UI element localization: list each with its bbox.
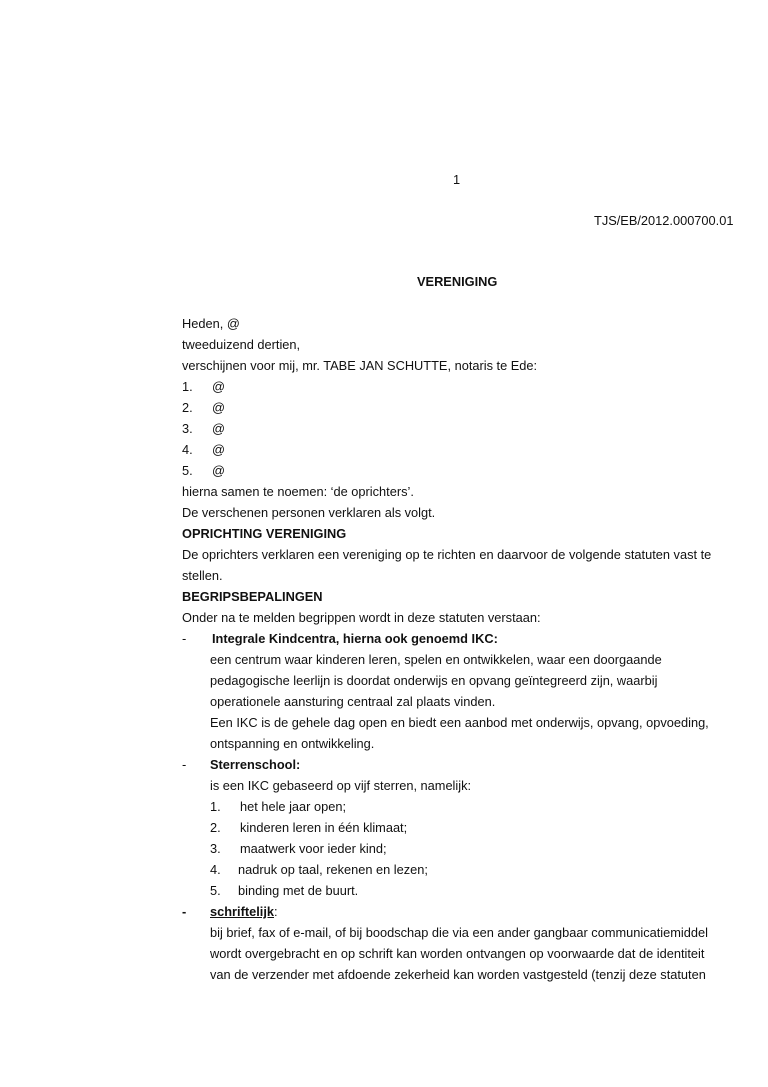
- star-item: [210, 883, 358, 899]
- definition-line: Een IKC is de gehele dag open en biedt een aanbod met onderwijs, opvang, opvoeding,: [210, 715, 709, 730]
- body-line: Onder na te melden begrippen wordt in deze statuten verstaan:: [182, 610, 541, 625]
- definition-line: is een IKC gebaseerd op vijf sterren, namelijk:: [210, 778, 472, 793]
- person-item: [182, 421, 225, 437]
- intro-line: tweeduizend dertien,: [182, 337, 301, 352]
- person-item: [182, 442, 225, 458]
- definition-term: Sterrenschool:: [210, 757, 301, 772]
- definition-dash: -: [182, 757, 187, 772]
- definition-colon: :: [274, 904, 278, 919]
- definition-term: Integrale Kindcentra, hierna ook genoemd IKC:: [212, 631, 498, 646]
- person-value: @: [212, 442, 225, 457]
- star-number: 4.: [210, 862, 221, 877]
- star-number: 2.: [210, 820, 221, 835]
- document-title: VERENIGING: [417, 274, 498, 289]
- definition-line: ontspanning en ontwikkeling.: [210, 736, 375, 751]
- definition-term: schriftelijk: [210, 904, 275, 919]
- body-line: De oprichters verklaren een vereniging op te richten en daarvoor de volgende statuten vast te: [182, 547, 712, 562]
- star-text: nadruk op taal, rekenen en lezen;: [238, 862, 428, 877]
- section-heading: BEGRIPSBEPALINGEN: [182, 589, 323, 604]
- page-number: 1: [453, 172, 461, 187]
- person-item: [182, 463, 225, 479]
- star-item: [210, 799, 346, 815]
- intro-line: verschijnen voor mij, mr. TABE JAN SCHUTTE, notaris te Ede:: [182, 358, 538, 373]
- definition-dash: -: [182, 904, 187, 919]
- person-value: @: [212, 421, 225, 436]
- definition-line: pedagogische leerlijn is doordat onderwijs en opvang geïntegreerd zijn, waarbij: [210, 673, 658, 688]
- person-value: @: [212, 463, 225, 478]
- person-item: [182, 400, 225, 416]
- star-item: [210, 820, 407, 836]
- body-line: hierna samen te noemen: ‘de oprichters’.: [182, 484, 414, 499]
- body-line: stellen.: [182, 568, 223, 583]
- star-number: 1.: [210, 799, 221, 814]
- star-number: 3.: [210, 841, 221, 856]
- star-text: het hele jaar open;: [240, 799, 347, 814]
- person-number: 1.: [182, 379, 193, 394]
- person-number: 2.: [182, 400, 193, 415]
- star-number: 5.: [210, 883, 221, 898]
- section-heading: OPRICHTING VERENIGING: [182, 526, 347, 541]
- definition-line: bij brief, fax of e-mail, of bij boodschap die via een ander gangbaar communicatiemiddel: [210, 925, 708, 940]
- definition-line: wordt overgebracht en op schrift kan worden ontvangen op voorwaarde dat de identiteit: [210, 946, 705, 961]
- star-text: binding met de buurt.: [238, 883, 359, 898]
- definition-line: operationele aansturing centraal zal plaats vinden.: [210, 694, 496, 709]
- body-line: De verschenen personen verklaren als volgt.: [182, 505, 436, 520]
- star-text: kinderen leren in één klimaat;: [240, 820, 408, 835]
- person-number: 5.: [182, 463, 193, 478]
- person-value: @: [212, 400, 225, 415]
- star-item: [210, 862, 428, 878]
- person-number: 3.: [182, 421, 193, 436]
- star-text: maatwerk voor ieder kind;: [240, 841, 387, 856]
- person-number: 4.: [182, 442, 193, 457]
- definition-line: van de verzender met afdoende zekerheid kan worden vastgesteld (tenzij deze statuten: [210, 967, 706, 982]
- intro-line: Heden, @: [182, 316, 240, 331]
- definition-dash: -: [182, 631, 187, 646]
- definition-line: een centrum waar kinderen leren, spelen en ontwikkelen, waar een doorgaande: [210, 652, 662, 667]
- document-reference: TJS/EB/2012.000700.01: [594, 213, 734, 228]
- star-item: [210, 841, 387, 857]
- person-item: [182, 379, 225, 395]
- definition-term-line: [210, 904, 278, 920]
- person-value: @: [212, 379, 225, 394]
